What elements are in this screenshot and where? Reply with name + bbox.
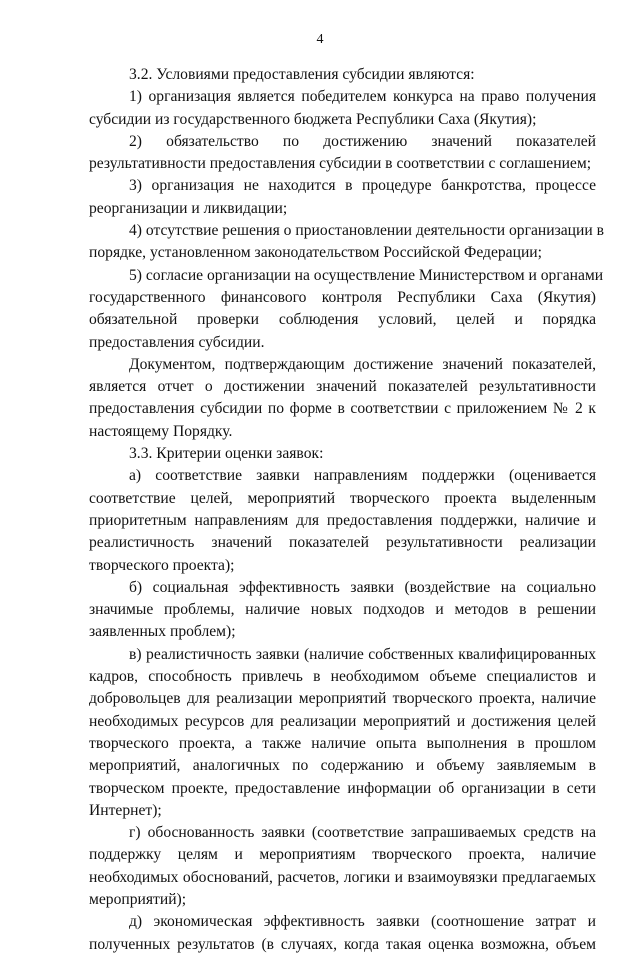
text-line: необходимых обоснований, расчетов, логики и взаимоувязки предлагаемых xyxy=(89,868,596,886)
paragraph xyxy=(89,822,596,911)
paragraph xyxy=(89,175,596,220)
text-line: обязательной проверки соблюдения условий, целей и порядка xyxy=(89,311,596,329)
text-line: 3.2. Условиями предоставления субсидии являются: xyxy=(129,66,475,83)
text-line: творческом проекте, предоставление информации об организации в сети xyxy=(89,779,596,797)
text-line: д) экономическая эффективность заявки (соотношение затрат и xyxy=(129,913,596,931)
text-line: г) обоснованность заявки (соответствие запрашиваемых средств на xyxy=(129,824,596,842)
paragraph xyxy=(89,644,596,822)
text-line: является отчет о достижении значений показателей результативности xyxy=(89,378,596,396)
text-line: настоящему Порядку. xyxy=(89,422,233,440)
text-line: субсидии из государственного бюджета Республики Саха (Якутия); xyxy=(89,110,537,128)
text-line: приоритетным направлениям для предоставления поддержки, наличие и xyxy=(89,511,596,529)
text-line: полученных результатов (в случаях, когда такая оценка возможна, объем xyxy=(89,935,596,953)
text-line: в) реалистичность заявки (наличие собственных квалифицированных xyxy=(129,645,596,663)
paragraph xyxy=(89,220,604,265)
text-line: реорганизации и ликвидации; xyxy=(89,199,288,217)
text-line: значимые проблемы, наличие новых подходов и методов в решении xyxy=(89,601,596,619)
text-line: кадров, способность привлечь в необходимом объеме специалистов и xyxy=(89,668,596,686)
text-line: предоставления субсидии по форме в соответствии с приложением № 2 к xyxy=(89,400,596,418)
paragraph xyxy=(89,86,596,131)
text-line: соответствие целей, мероприятий творческого проекта выделенным xyxy=(89,489,596,507)
text-line: необходимых ресурсов для реализации мероприятий и достижения целей xyxy=(89,712,596,730)
paragraph xyxy=(89,64,596,86)
text-line: 1) организация является победителем конкурса на право получения xyxy=(129,88,596,106)
text-line: порядке, установленном законодательством Российской Федерации; xyxy=(89,244,542,262)
paragraph xyxy=(89,911,596,956)
paragraph xyxy=(89,354,596,443)
text-line: результативности предоставления субсидии в соответствии с соглашением; xyxy=(89,155,592,173)
paragraph xyxy=(89,265,604,354)
text-line: Интернет); xyxy=(89,801,162,819)
paragraph xyxy=(89,577,596,644)
document-body xyxy=(89,64,604,956)
text-line: 5) согласие организации на осуществление Министерством и органами xyxy=(129,266,604,284)
text-line: а) соответствие заявки направлениям поддержки (оценивается xyxy=(129,467,596,485)
text-line: творческого проекта, а также наличие опыта выполнения в прошлом xyxy=(89,734,596,752)
text-line: мероприятий, аналогичных по содержанию и объему заявляемым в xyxy=(89,757,596,775)
text-line: предоставления субсидии. xyxy=(89,333,265,351)
text-line: государственного финансового контроля Республики Саха (Якутия) xyxy=(89,288,596,306)
text-line: 3.3. Критерии оценки заявок: xyxy=(129,445,324,463)
text-line: добровольцев для реализации мероприятий творческого проекта, наличие xyxy=(89,690,596,708)
text-line: творческого проекта); xyxy=(89,556,235,574)
text-line: реалистичность значений показателей результативности реализации xyxy=(89,534,596,552)
text-line: 3) организация не находится в процедуре банкротства, процессе xyxy=(129,177,596,195)
page-number: 4 xyxy=(316,32,324,47)
text-line: поддержку целям и мероприятиям творческого проекта, наличие xyxy=(89,846,596,864)
paragraph xyxy=(89,131,596,176)
text-line: Документом, подтверждающим достижение значений показателей, xyxy=(129,355,596,373)
paragraph xyxy=(89,443,596,465)
text-line: 2) обязательство по достижению значений показателей xyxy=(129,132,596,150)
text-line: 4) отсутствие решения о приостановлении деятельности организации в xyxy=(129,222,604,240)
text-line: б) социальная эффективность заявки (воздействие на социально xyxy=(129,578,596,596)
text-line: мероприятий); xyxy=(89,890,187,908)
paragraph xyxy=(89,465,596,576)
text-line: заявленных проблем); xyxy=(89,623,236,641)
